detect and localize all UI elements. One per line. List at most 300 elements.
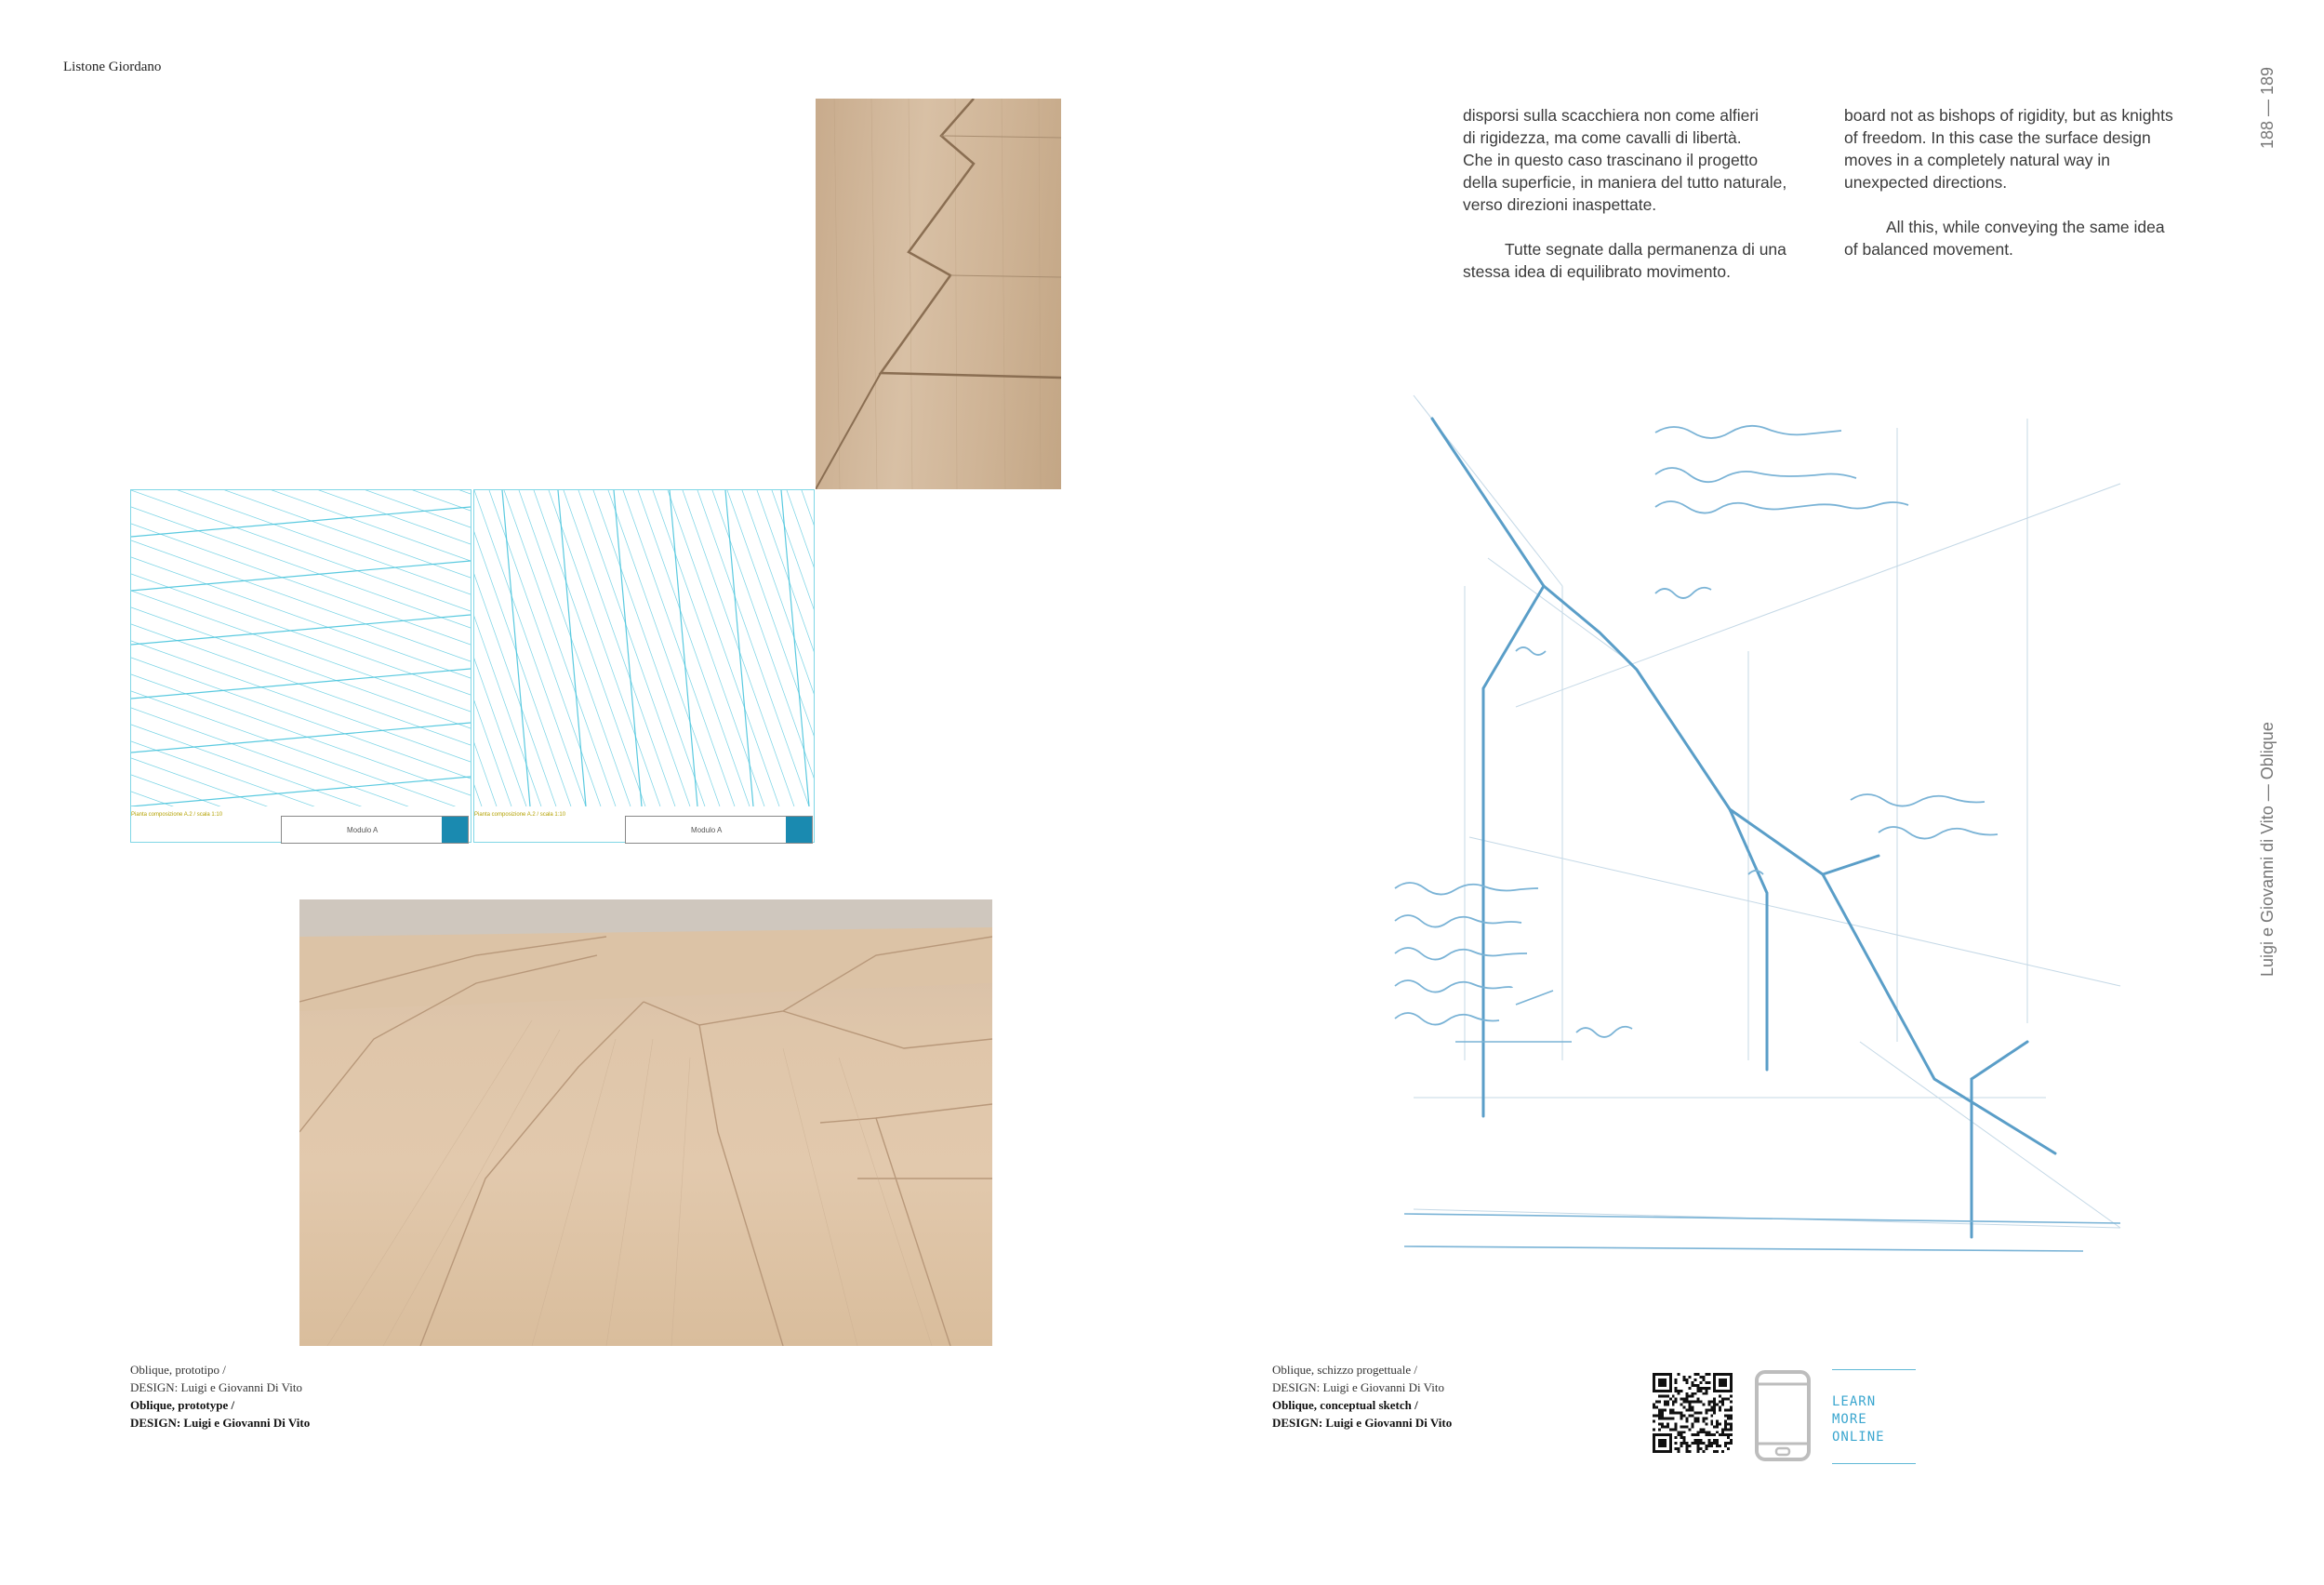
qr-module <box>1730 1414 1733 1417</box>
qr-module <box>1705 1445 1707 1447</box>
caption-it-line2: DESIGN: Luigi e Giovanni Di Vito <box>130 1380 302 1394</box>
qr-module <box>1702 1392 1705 1395</box>
qr-module <box>1661 1379 1664 1381</box>
qr-module <box>1658 1428 1661 1431</box>
drawing-a-titleblock <box>281 816 469 844</box>
drawing-line <box>564 490 675 806</box>
caption-it-line2: DESIGN: Luigi e Giovanni Di Vito <box>1272 1380 1444 1394</box>
qr-module <box>1724 1379 1727 1381</box>
qr-module <box>1724 1445 1727 1447</box>
qr-module <box>1686 1381 1689 1384</box>
qr-module <box>1702 1442 1705 1445</box>
qr-module <box>1693 1373 1696 1376</box>
qr-module <box>1692 1433 1694 1436</box>
technical-drawing-b <box>473 489 815 843</box>
qr-module <box>1653 1390 1655 1392</box>
qr-module <box>1719 1433 1721 1436</box>
qr-module <box>1655 1450 1658 1453</box>
qr-module <box>1653 1445 1655 1447</box>
qr-module <box>1730 1428 1733 1431</box>
qr-module <box>1713 1442 1716 1445</box>
qr-module <box>1680 1414 1683 1417</box>
qr-module <box>1710 1409 1713 1412</box>
qr-module <box>1713 1425 1716 1428</box>
qr-module <box>1710 1442 1713 1445</box>
qr-module <box>1705 1392 1707 1395</box>
qr-module <box>1707 1401 1710 1404</box>
qr-module <box>1653 1387 1655 1390</box>
drawing-line <box>608 490 720 806</box>
drawing-a-caption: Pianta composizione A.2 / scala 1:10 <box>131 812 223 818</box>
qr-module <box>1713 1373 1716 1376</box>
qr-module <box>1713 1433 1716 1436</box>
it-line: stessa idea di equilibrato movimento. <box>1463 262 1731 281</box>
qr-module <box>1727 1390 1730 1392</box>
drawing-line <box>131 561 471 591</box>
qr-module <box>1693 1384 1696 1387</box>
qr-module <box>1675 1387 1678 1390</box>
qr-module <box>1724 1419 1727 1422</box>
qr-module <box>1683 1401 1686 1404</box>
qr-module <box>1707 1373 1710 1376</box>
drawing-line <box>131 507 471 628</box>
qr-module <box>1724 1442 1727 1445</box>
qr-module <box>1730 1439 1733 1442</box>
qr-module <box>1693 1379 1696 1381</box>
qr-module <box>1683 1436 1686 1439</box>
qr-module <box>1730 1395 1733 1398</box>
qr-module <box>1658 1442 1661 1445</box>
drawing-line <box>683 490 794 806</box>
qr-module <box>1680 1412 1683 1415</box>
qr-module <box>1716 1439 1719 1442</box>
qr-module <box>1678 1450 1680 1453</box>
qr-module <box>1692 1442 1694 1445</box>
qr-module <box>1683 1425 1686 1428</box>
qr-module <box>1669 1428 1672 1431</box>
qr-module <box>1689 1414 1692 1417</box>
caption-en-line2: DESIGN: Luigi e Giovanni Di Vito <box>130 1416 311 1430</box>
qr-module <box>1702 1431 1705 1433</box>
qr-module <box>1689 1404 1692 1406</box>
drawing-line <box>131 540 471 661</box>
qr-module <box>1727 1436 1730 1439</box>
drawing-b-pattern <box>474 490 814 806</box>
qr-module <box>1716 1390 1719 1392</box>
qr-module <box>1716 1445 1719 1447</box>
qr-module <box>1716 1422 1719 1425</box>
qr-module <box>1727 1428 1730 1431</box>
qr-module <box>1672 1428 1675 1431</box>
drawing-line <box>504 490 616 806</box>
italian-para-1 <box>1463 104 1835 216</box>
conceptual-sketch-drawing <box>1376 391 2158 1284</box>
qr-code-icon[interactable] <box>1653 1373 1733 1453</box>
learn-more-online-link[interactable] <box>1832 1369 1916 1464</box>
qr-module <box>1653 1376 1655 1379</box>
qr-module <box>1724 1381 1727 1384</box>
qr-module <box>1661 1442 1664 1445</box>
qr-module <box>1686 1395 1689 1398</box>
qr-module <box>1702 1428 1705 1431</box>
qr-module <box>1699 1381 1702 1384</box>
qr-module <box>1678 1433 1680 1436</box>
smartphone-graphic <box>1754 1369 1812 1462</box>
qr-module <box>1710 1445 1713 1447</box>
qr-module <box>1730 1442 1733 1445</box>
drawing-line <box>131 490 471 561</box>
qr-module <box>1680 1417 1683 1419</box>
qr-module <box>1664 1409 1667 1412</box>
english-para-1 <box>1844 104 2216 193</box>
english-para-2 <box>1844 216 2216 260</box>
qr-module <box>1693 1401 1696 1404</box>
qr-module <box>1686 1447 1689 1450</box>
qr-module <box>1661 1373 1664 1376</box>
qr-module <box>1696 1412 1699 1415</box>
qr-module <box>1675 1436 1678 1439</box>
qr-module <box>1669 1376 1672 1379</box>
qr-module <box>1667 1425 1669 1428</box>
qr-module <box>1661 1381 1664 1384</box>
qr-module <box>1675 1428 1678 1431</box>
qr-module <box>1680 1425 1683 1428</box>
qr-module <box>1661 1425 1664 1428</box>
qr-module <box>1675 1412 1678 1415</box>
qr-module <box>1686 1401 1689 1404</box>
drawing-line <box>474 490 571 806</box>
qr-module <box>1692 1422 1694 1425</box>
drawing-line <box>131 691 471 806</box>
qr-module <box>1721 1404 1724 1406</box>
qr-module <box>1699 1439 1702 1442</box>
qr-module <box>1672 1401 1675 1404</box>
drawing-line <box>131 723 471 753</box>
qr-module <box>1713 1404 1716 1406</box>
qr-module <box>1689 1401 1692 1404</box>
qr-module <box>1689 1450 1692 1453</box>
drawing-line <box>131 490 471 494</box>
qr-module <box>1669 1390 1672 1392</box>
qr-module <box>1719 1422 1721 1425</box>
qr-module <box>1719 1406 1721 1409</box>
qr-module <box>1669 1381 1672 1384</box>
caption-en-line1: Oblique, conceptual sketch / <box>1272 1398 1418 1412</box>
drawing-line <box>742 490 814 806</box>
caption-it-line1: Oblique, schizzo progettuale / <box>1272 1363 1417 1377</box>
qr-module <box>1693 1439 1696 1442</box>
qr-module <box>1655 1390 1658 1392</box>
qr-module <box>1696 1401 1699 1404</box>
qr-module <box>1693 1419 1696 1422</box>
qr-module <box>1658 1412 1661 1415</box>
qr-module <box>1719 1384 1721 1387</box>
qr-module <box>1658 1395 1661 1398</box>
qr-module <box>1721 1373 1724 1376</box>
qr-module <box>1653 1381 1655 1384</box>
qr-module <box>1716 1450 1719 1453</box>
qr-module <box>1730 1422 1733 1425</box>
qr-module <box>1689 1387 1692 1390</box>
qr-module <box>1692 1395 1694 1398</box>
qr-module <box>1710 1406 1713 1409</box>
qr-module <box>1696 1417 1699 1419</box>
technical-drawing-a <box>130 489 471 843</box>
qr-module <box>1713 1379 1716 1381</box>
qr-module <box>1653 1419 1655 1422</box>
qr-module <box>1661 1412 1664 1415</box>
it-line: disporsi sulla scacchiera non come alfieri <box>1463 106 1760 125</box>
qr-module <box>1699 1412 1702 1415</box>
qr-module <box>1686 1398 1689 1401</box>
qr-module <box>1702 1404 1705 1406</box>
qr-module <box>1658 1381 1661 1384</box>
qr-module <box>1705 1433 1707 1436</box>
qr-module <box>1707 1387 1710 1390</box>
qr-module <box>1664 1401 1667 1404</box>
learn-more-line2: MORE <box>1832 1412 1867 1427</box>
qr-module <box>1667 1433 1669 1436</box>
drawing-line <box>668 490 779 806</box>
it-line: di rigidezza, ma come cavalli di libertà. <box>1463 128 1742 147</box>
qr-module <box>1727 1433 1730 1436</box>
qr-module <box>1653 1404 1655 1406</box>
qr-module <box>1683 1379 1686 1381</box>
qr-module <box>1655 1401 1658 1404</box>
qr-module <box>1693 1417 1696 1419</box>
qr-module <box>1705 1417 1707 1419</box>
qr-module <box>1653 1384 1655 1387</box>
qr-module <box>1664 1425 1667 1428</box>
drawing-line <box>474 490 541 806</box>
qr-module <box>1702 1450 1705 1453</box>
qr-module <box>1658 1373 1661 1376</box>
qr-module <box>1661 1450 1664 1453</box>
qr-module <box>1693 1433 1696 1436</box>
qr-module <box>1705 1422 1707 1425</box>
qr-module <box>1713 1401 1716 1404</box>
qr-module <box>1696 1447 1699 1450</box>
qr-module <box>1658 1422 1661 1425</box>
header-brand: Listone Giordano <box>63 60 162 74</box>
qr-module <box>1730 1384 1733 1387</box>
qr-module <box>1689 1428 1692 1431</box>
qr-module <box>1686 1445 1689 1447</box>
qr-module <box>1675 1447 1678 1450</box>
qr-module <box>1658 1390 1661 1392</box>
qr-module <box>1719 1379 1721 1381</box>
qr-module <box>1727 1422 1730 1425</box>
qr-module <box>1664 1381 1667 1384</box>
qr-module <box>1696 1398 1699 1401</box>
qr-module <box>1727 1409 1730 1412</box>
qr-module <box>1696 1384 1699 1387</box>
qr-module <box>1699 1401 1702 1404</box>
photo-prototype-detail <box>816 99 1061 489</box>
qr-module <box>1696 1433 1699 1436</box>
qr-module <box>1730 1401 1733 1404</box>
qr-module <box>1669 1450 1672 1453</box>
qr-module <box>1699 1428 1702 1431</box>
qr-module <box>1713 1390 1716 1392</box>
qr-module <box>1727 1373 1730 1376</box>
qr-module <box>1696 1450 1699 1453</box>
drawing-line <box>131 490 471 611</box>
qr-module <box>1653 1406 1655 1409</box>
qr-module <box>1705 1390 1707 1392</box>
qr-module <box>1724 1398 1727 1401</box>
caption-en-line1: Oblique, prototype / <box>130 1398 235 1412</box>
qr-module <box>1721 1431 1724 1433</box>
qr-module <box>1655 1414 1658 1417</box>
qr-module <box>1713 1409 1716 1412</box>
qr-module <box>1692 1425 1694 1428</box>
qr-module <box>1692 1409 1694 1412</box>
qr-module <box>1653 1447 1655 1450</box>
qr-module <box>1692 1392 1694 1395</box>
qr-module <box>1683 1398 1686 1401</box>
qr-module <box>1705 1381 1707 1384</box>
qr-module <box>1724 1414 1727 1417</box>
drawing-line <box>712 490 814 806</box>
qr-module <box>1667 1450 1669 1453</box>
qr-module <box>1727 1442 1730 1445</box>
qr-module <box>1724 1384 1727 1387</box>
qr-module <box>1721 1381 1724 1384</box>
qr-module <box>1686 1450 1689 1453</box>
qr-module <box>1707 1433 1710 1436</box>
qr-module <box>1713 1406 1716 1409</box>
it-line: Tutte segnate dalla permanenza di una <box>1505 240 1786 259</box>
qr-module <box>1710 1401 1713 1404</box>
qr-module <box>1730 1376 1733 1379</box>
drawing-line <box>614 490 642 806</box>
qr-module <box>1675 1425 1678 1428</box>
qr-module <box>1707 1445 1710 1447</box>
qr-module <box>1680 1433 1683 1436</box>
qr-module <box>1696 1431 1699 1433</box>
drawing-line <box>474 490 482 806</box>
drawing-a-logo <box>442 817 468 843</box>
qr-module <box>1686 1425 1689 1428</box>
drawing-line <box>593 490 705 806</box>
qr-module <box>1658 1445 1661 1447</box>
qr-module <box>1689 1406 1692 1409</box>
qr-module <box>1730 1387 1733 1390</box>
qr-module <box>1719 1390 1721 1392</box>
qr-module <box>1664 1442 1667 1445</box>
qr-module <box>1658 1384 1661 1387</box>
qr-module <box>1719 1381 1721 1384</box>
qr-module <box>1683 1414 1686 1417</box>
qr-module <box>1655 1406 1658 1409</box>
qr-module <box>1661 1390 1664 1392</box>
qr-module <box>1664 1450 1667 1453</box>
qr-module <box>1678 1373 1680 1376</box>
drawing-line <box>131 490 471 594</box>
drawing-line <box>131 669 471 699</box>
qr-module <box>1664 1404 1667 1406</box>
qr-module <box>1667 1417 1669 1419</box>
qr-module <box>1664 1433 1667 1436</box>
qr-module <box>1675 1422 1678 1425</box>
drawing-line <box>697 490 809 806</box>
qr-module <box>1730 1433 1733 1436</box>
drawing-line <box>623 490 735 806</box>
qr-module <box>1705 1387 1707 1390</box>
qr-module <box>1730 1390 1733 1392</box>
qr-module <box>1669 1445 1672 1447</box>
drawing-b-logo <box>786 817 812 843</box>
qr-module <box>1707 1381 1710 1384</box>
photo-prototype-floor <box>299 899 992 1346</box>
page-numbers <box>2251 56 2288 158</box>
qr-module <box>1675 1401 1678 1404</box>
qr-module <box>1696 1390 1699 1392</box>
en-line: unexpected directions. <box>1844 173 2008 192</box>
qr-module <box>1661 1417 1664 1419</box>
drawing-line <box>534 490 645 806</box>
qr-module <box>1680 1431 1683 1433</box>
qr-module <box>1710 1419 1713 1422</box>
qr-module <box>1669 1447 1672 1450</box>
qr-module <box>1699 1390 1702 1392</box>
qr-module <box>1699 1447 1702 1450</box>
qr-code-graphic <box>1653 1373 1733 1453</box>
it-line: verso direzioni inaspettate. <box>1463 195 1657 214</box>
text-column-italian <box>1463 104 1835 283</box>
qr-module <box>1667 1395 1669 1398</box>
qr-module <box>1669 1436 1672 1439</box>
qr-module <box>1716 1419 1719 1422</box>
qr-module <box>1719 1395 1721 1398</box>
qr-module <box>1686 1409 1689 1412</box>
qr-module <box>1707 1431 1710 1433</box>
qr-module <box>1730 1425 1733 1428</box>
qr-module <box>1667 1373 1669 1376</box>
drawing-line <box>131 641 471 762</box>
drawing-line <box>131 658 471 779</box>
qr-module <box>1672 1395 1675 1398</box>
en-line: board not as bishops of rigidity, but as knights <box>1844 106 2173 125</box>
qr-module <box>1721 1401 1724 1404</box>
qr-module <box>1730 1373 1733 1376</box>
it-line: Che in questo caso trascinano il progetto <box>1463 151 1759 169</box>
qr-module <box>1716 1373 1719 1376</box>
qr-module <box>1719 1445 1721 1447</box>
side-title-text: Luigi e Giovanni di Vito — Oblique <box>2258 722 2277 977</box>
qr-module <box>1705 1373 1707 1376</box>
qr-module <box>1664 1373 1667 1376</box>
qr-module <box>1658 1417 1661 1419</box>
qr-module <box>1705 1431 1707 1433</box>
drawing-b-model: Modulo A <box>691 826 723 834</box>
qr-module <box>1710 1422 1713 1425</box>
drawing-line <box>131 741 471 806</box>
learn-more-line3: ONLINE <box>1832 1430 1885 1445</box>
caption-prototype <box>130 1361 310 1432</box>
qr-module <box>1678 1447 1680 1450</box>
qr-module <box>1686 1392 1689 1395</box>
drawing-line <box>727 490 814 806</box>
qr-module <box>1689 1409 1692 1412</box>
qr-module <box>1730 1417 1733 1419</box>
qr-module <box>1653 1433 1655 1436</box>
qr-module <box>1730 1381 1733 1384</box>
qr-module <box>1716 1404 1719 1406</box>
qr-module <box>1664 1445 1667 1447</box>
qr-module <box>1710 1414 1713 1417</box>
